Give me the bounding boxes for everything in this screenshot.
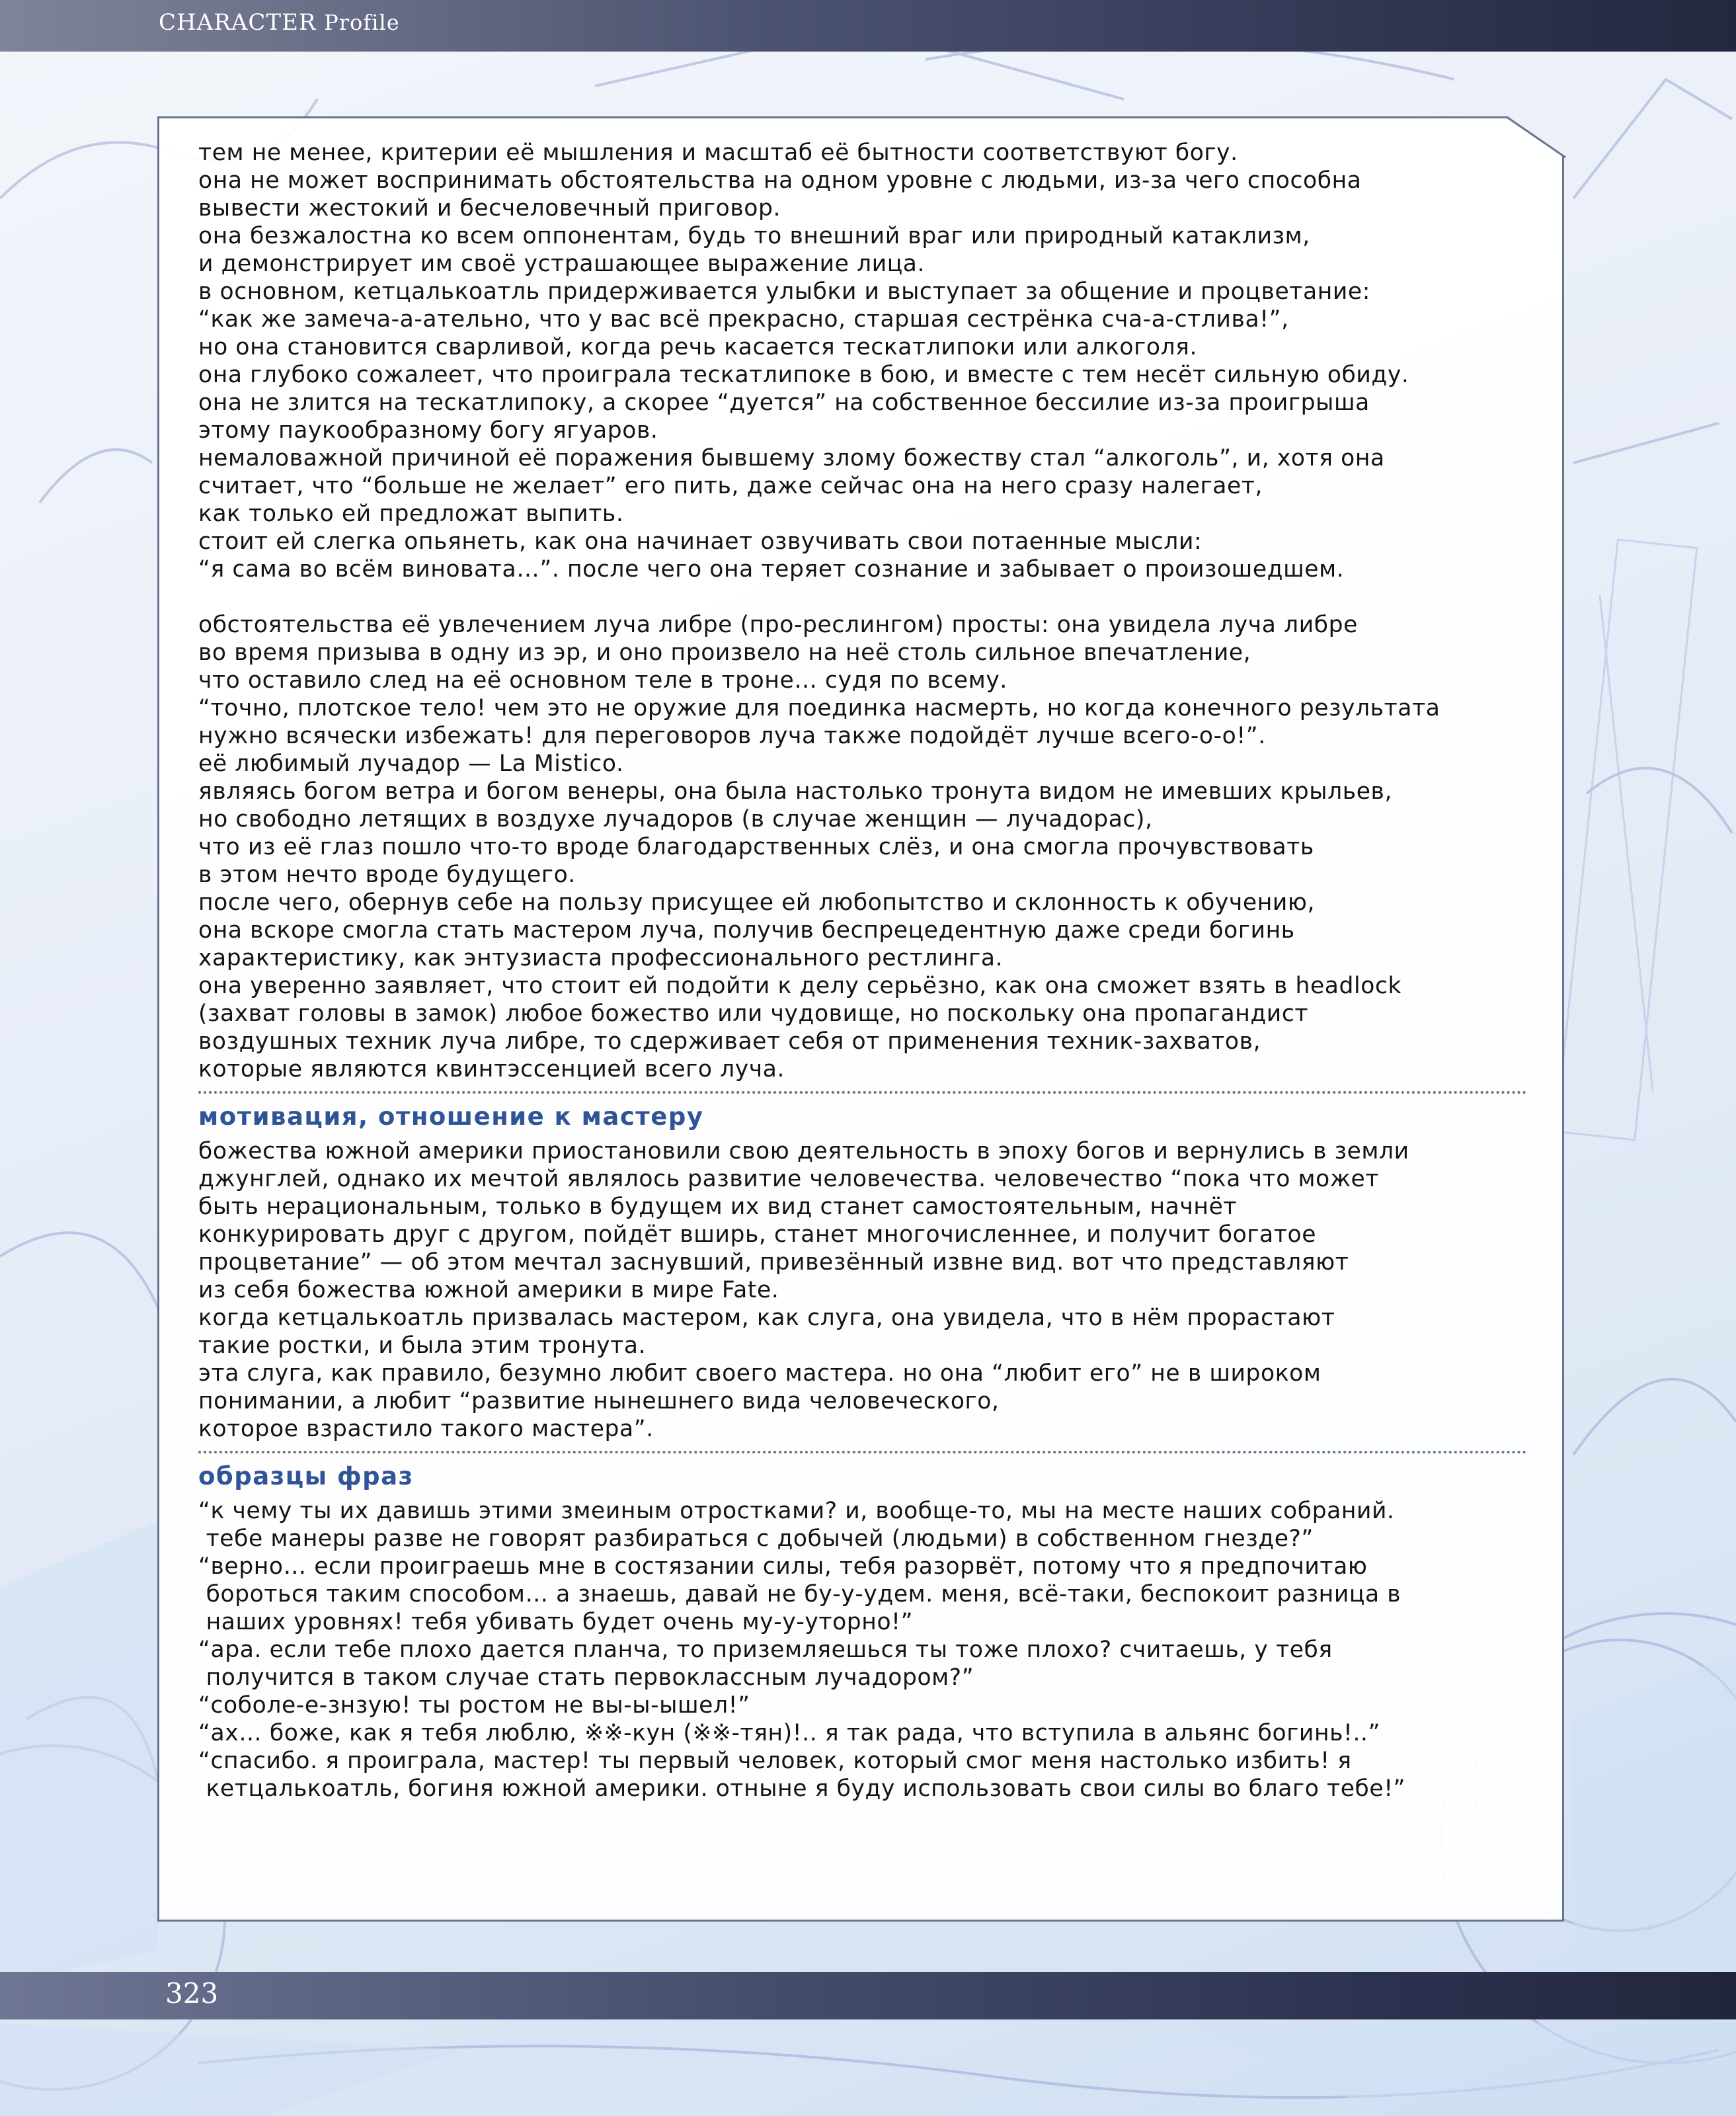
text-line: понимании, а любит “развитие нынешнего вида человеческого, — [198, 1388, 1000, 1414]
phrases-text — [198, 1497, 1547, 1803]
text-line: конкурировать друг с другом, пойдёт вширь, станет многочисленнее, и получит богатое — [198, 1221, 1317, 1248]
text-line: считает, что “больше не желает” его пить, даже сейчас она на него сразу налегает, — [198, 473, 1263, 499]
text-line: она вскоре смогла стать мастером луча, получив беспрецедентную даже среди богинь — [198, 917, 1295, 944]
text-line: нужно всячески избежать! для переговоров луча также подойдёт лучше всего-о-о!”. — [198, 723, 1266, 749]
text-line: тем не менее, критерии её мышления и масштаб её бытности соответствуют богу. — [198, 140, 1238, 166]
profile-text — [198, 139, 1547, 1803]
text-line: и демонстрирует им своё устрашающее выражение лица. — [198, 251, 926, 277]
text-line: она глубоко сожалеет, что проиграла тескатлипоке в бою, и вместе с тем несёт сильную обиду. — [198, 362, 1409, 388]
text-line: божества южной америки приостановили свою деятельность в эпоху богов и вернулись в земли — [198, 1138, 1409, 1164]
phrases-section-title: образцы фраз — [198, 1462, 414, 1490]
text-line: наших уровнях! тебя убивать будет очень му-у-уторно!” — [198, 1609, 914, 1635]
text-line: из себя божества южной америки в мире Fate. — [198, 1277, 779, 1303]
motivation-text — [198, 1137, 1547, 1443]
text-line: но свободно летящих в воздухе лучадоров (в случае женщин — лучадорас), — [198, 806, 1153, 833]
text-line: этому паукообразному богу ягуаров. — [198, 417, 658, 444]
text-line: после чего, обернув себе на пользу присущее ей любопытство и склонность к обучению, — [198, 889, 1316, 916]
text-line: обстоятельства её увлечением луча либре (про-реслингом) просты: она увидела луча либре — [198, 612, 1358, 638]
text-line: но она становится сварливой, когда речь касается тескатлипоки или алкоголя. — [198, 334, 1198, 360]
paragraph-block-lucha-libre — [198, 611, 1547, 1083]
text-line: что из её глаз пошло что-то вроде благодарственных слёз, и она смогла прочувствовать — [198, 834, 1314, 860]
text-line: “точно, плотское тело! чем это не оружие для поединка насмерть, но когда конечного результата — [198, 695, 1440, 721]
text-line: бороться таким способом… а знаешь, давай не бу-у-удем. меня, всё-таки, беспокоит разница в — [198, 1581, 1401, 1607]
text-line: кетцалькоатль, богиня южной америки. отныне я буду использовать свои силы во благо тебе!” — [198, 1775, 1406, 1802]
section-divider — [198, 1091, 1527, 1094]
text-line: её любимый лучадор — La Mistico. — [198, 751, 624, 777]
text-line: получится в таком случае стать первоклассным лучадором?” — [198, 1664, 974, 1691]
header-label-sub: Profile — [324, 10, 400, 35]
text-line: во время призыва в одну из эр, и оно произвело на неё столь сильное впечатление, — [198, 639, 1251, 666]
text-line: воздушных техник луча либре, то сдерживает себя от применения техник-захватов, — [198, 1028, 1261, 1055]
text-line: “ара. если тебе плохо дается планча, то приземляешься ты тоже плохо? считаешь, у тебя — [198, 1637, 1333, 1663]
text-line: немаловажной причиной её поражения бывшему злому божеству стал “алкоголь”, и, хотя она — [198, 445, 1385, 471]
text-line: которые являются квинтэссенцией всего луча. — [198, 1056, 785, 1082]
text-line: тебе манеры разве не говорят разбираться с добычей (людьми) в собственном гнезде?” — [198, 1526, 1314, 1552]
footer-bar — [0, 1972, 1736, 2019]
text-line: когда кетцалькоатль призвалась мастером, как слуга, она увидела, что в нём прорастают — [198, 1305, 1335, 1331]
text-line: в этом нечто вроде будущего. — [198, 862, 576, 888]
text-line: которое взрастило такого мастера”. — [198, 1416, 654, 1442]
text-line: “ах… боже, как я тебя люблю, ※※-кун (※※-тян)!.. я так рада, что вступила в альянс богинь!..” — [198, 1720, 1381, 1746]
text-line: процветание” — об этом мечтал заснувший, привезённый извне вид. вот что представляют — [198, 1249, 1349, 1276]
text-line: “спасибо. я проиграла, мастер! ты первый человек, который смог меня настолько избить! я — [198, 1748, 1352, 1774]
text-line: джунглей, однако их мечтой являлось развитие человечества. человечество “пока что может — [198, 1166, 1380, 1192]
header-label-main: CHARACTER — [159, 9, 317, 36]
text-line: в основном, кетцалькоатль придерживается улыбки и выступает за общение и процветание: — [198, 278, 1370, 305]
text-line: “верно… если проиграешь мне в состязании силы, тебя разорвёт, потому что я предпочитаю — [198, 1553, 1368, 1580]
text-line: стоит ей слегка опьянеть, как она начинает озвучивать свои потаенные мысли: — [198, 528, 1203, 555]
text-line: вывести жестокий и бесчеловечный приговор. — [198, 195, 781, 222]
text-line: являясь богом ветра и богом венеры, она была настолько тронута видом не имевших крыльев, — [198, 778, 1393, 805]
text-line: она не злится на тескатлипоку, а скорее “дуется” на собственное бессилие из-за проигрыша — [198, 389, 1370, 416]
text-line: “как же замеча-а-ательно, что у вас всё прекрасно, старшая сестрёнка сча-а-стлива!”, — [198, 306, 1289, 333]
text-line: как только ей предложат выпить. — [198, 501, 624, 527]
page-number: 323 — [165, 1977, 219, 2010]
text-line: (захват головы в замок) любое божество или чудовище, но поскольку она пропагандист — [198, 1000, 1309, 1027]
text-line: “я сама во всём виновата…”. после чего она теряет сознание и забывает о произошедшем. — [198, 556, 1345, 583]
section-header-label — [159, 9, 400, 36]
text-line: эта слуга, как правило, безумно любит своего мастера. но она “любит его” не в широком — [198, 1360, 1322, 1387]
text-line: характеристику, как энтузиаста профессионального рестлинга. — [198, 945, 1004, 971]
text-line: она не может воспринимать обстоятельства на одном уровне с людьми, из-за чего способна — [198, 167, 1362, 194]
text-line: такие ростки, и была этим тронута. — [198, 1332, 647, 1359]
text-line: она уверенно заявляет, что стоит ей подойти к делу серьёзно, как она сможет взять в headlock — [198, 973, 1402, 999]
text-line: “к чему ты их давишь этими змеиным отростками? и, вообще-то, мы на месте наших собраний. — [198, 1498, 1395, 1524]
text-line: что оставило след на её основном теле в троне… судя по всему. — [198, 667, 1007, 694]
motivation-section-title: мотивация, отношение к мастеру — [198, 1102, 704, 1131]
section-divider — [198, 1451, 1527, 1453]
text-line: “соболе-е-знзую! ты ростом не вы-ы-ышел!” — [198, 1692, 750, 1719]
paragraph-block-temperament — [198, 139, 1547, 583]
text-line: она безжалостна ко всем оппонентам, будь то внешний враг или природный катаклизм, — [198, 223, 1310, 249]
text-line: быть нерациональным, только в будущем их вид станет самостоятельным, начнёт — [198, 1194, 1238, 1220]
